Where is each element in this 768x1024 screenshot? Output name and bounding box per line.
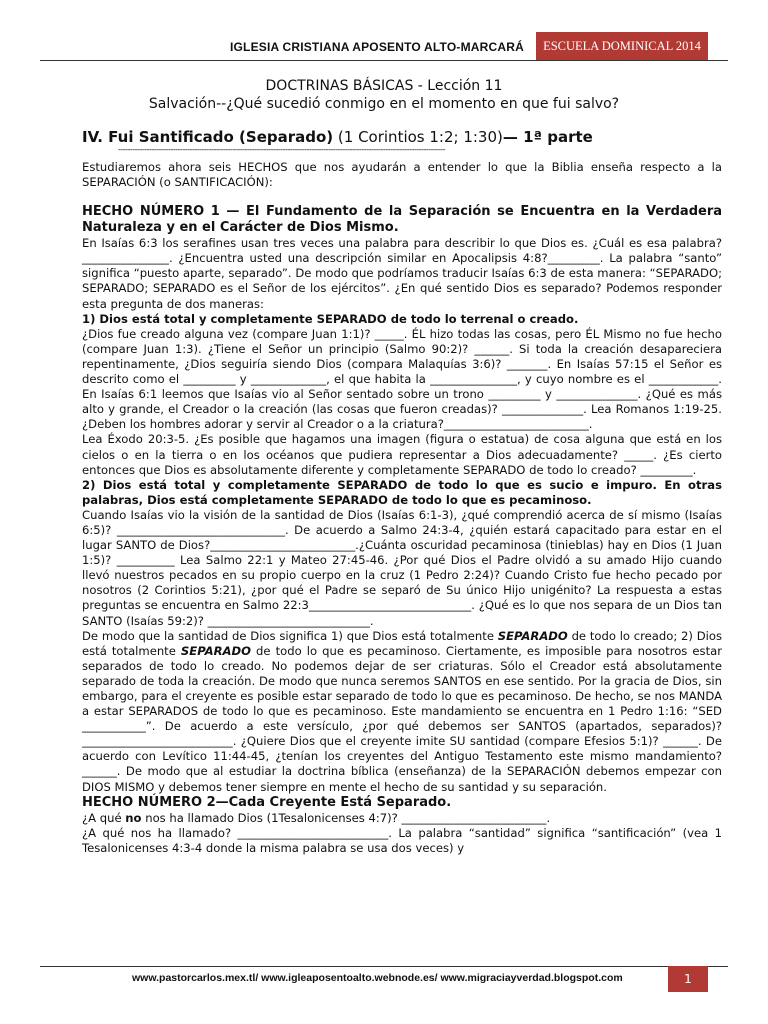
footer-links: www.pastorcarlos.mex.tl/ www.igleaposentoalto.webnode.es/ www.migraciayverdad.blogspot.com (132, 972, 623, 984)
emphasis-separado: SEPARADO (180, 643, 251, 658)
hecho1-subheading-2: 2) Dios está total y completamente SEPARADO de todo lo que es sucio e impuro. En otras palabras, Dios está completamente SEPARADO de todo lo que es pecaminoso. (82, 477, 722, 507)
hecho1-paragraph-1: En Isaías 6:3 los serafines usan tres veces una palabra para describir lo que Dios es. ¿Cuál es esa palabra?_______________. ¿Encuentra usted una descripción similar en Apocalipsis 4:8?_________. La palabra “santo” significa “puesto aparte, separado”. De modo que podríamos traducir Isaías 6:3 de esta manera: “SEPARADO; SEPARADO; SEPARADO es el Señor de los ejércitos”. ¿En qué sentido Dios es separado? Podemos responder esta pregunta de dos maneras: (82, 236, 722, 311)
section-part: — 1ª parte (502, 128, 593, 146)
section-refs: (1 Corintios 1:2; 1:30) (333, 128, 503, 146)
lesson-title: DOCTRINAS BÁSICAS - Lección 11 (265, 78, 503, 94)
lesson-body (82, 160, 722, 856)
church-name: IGLESIA CRISTIANA APOSENTO ALTO-MARCARÁ (229, 40, 524, 54)
hecho2-paragraph-2: ¿A qué nos ha llamado? __________________________. La palabra “santidad” significa “santificación” (vea 1 Tesalonicenses 4:3-4 donde la misma palabra se usa dos veces) y (82, 825, 722, 855)
hecho1-paragraph-5 (82, 629, 722, 795)
footer-divider (40, 966, 728, 967)
text-run: ¿A qué (82, 810, 126, 825)
hecho1-paragraph-2: ¿Dios fue creado alguna vez (compare Juan 1:1)? _____. ÉL hizo todas las cosas, pero ÉL Mismo no fue hecho (compare Juan 1:3). ¿Tiene el Señor un principio (Salmo 90:2)? ______. Si toda la creación desapareciera repentinamente, ¿Dios seguiría siendo Dios (compara Malaquías 3:6)? _______. En Isaías 57:15 el Señor es descrito como el _________ y _____________, el que habita la _______________, y cuyo nombre es el ____________. En Isaías 6:1 leemos que Isaías vio al Señor sentado sobre un trono _________ y ______________. ¿Qué es más alto y grande, el Creador o la creación (las cosas que fueron creadas)? ______________. Lea Romanos 1:19-25. ¿Deben los hombres adorar y servir al Creador o a la criatura?_________________________. (82, 326, 722, 432)
hecho1-subheading-1: 1) Dios está total y completamente SEPARADO de todo lo terrenal o creado. (82, 311, 579, 326)
hecho2-paragraph-1 (82, 811, 722, 826)
page-header (40, 32, 728, 61)
hecho1-paragraph-4: Cuando Isaías vio la visión de la santidad de Dios (Isaías 6:1-3), ¿qué comprendió acerca de sí mismo (Isaías 6:5)? _____________________________. De acuerdo a Salmo 24:3-4, ¿quién estará capacitado para estar en el lugar SANTO de Dios?_________________________.¿Cuánta oscuridad pecaminosa (tinieblas) hay en Dios (1 Juan 1:5)? __________ Lea Salmo 22:1 y Mateo 27:45-46. ¿Por qué Dios el Padre olvidó a su amado Hijo cuando llevó nuestros pecados en su propio cuerpo en la cruz (1 Pedro 2:24)? Cuando Cristo fue hecho pecado por nosotros (2 Corintios 5:21), ¿por qué el Padre se separó de Su único Hijo unigénito? La respuesta a estas preguntas se encuentra en Salmo 22:3____________________________. ¿Qué es lo que nos separa de un Dios tan SANTO (Isaías 59:2)? ____________________________. (82, 507, 722, 628)
hecho1-paragraph-3: Lea Éxodo 20:3-5. ¿Es posible que hagamos una imagen (figura o estatua) de cosa alguna que está en los cielos o en la tierra o en los océanos que pudiera representar a Dios adecuadamente? _____. ¿Es cierto entonces que Dios es absolutamente diferente y completamente SEPARADO de todo lo creado? _________. (82, 432, 722, 477)
section-title: IV. Fui Santificado (Separado) (82, 128, 334, 146)
emphasis-separado: SEPARADO (497, 628, 568, 643)
intro-paragraph: Estudiaremos ahora seis HECHOS que nos ayudarán a entender lo que la Biblia enseña respecto a la SEPARACIÓN (o SANTIFICACIÓN): (82, 160, 722, 190)
page-number: 1 (668, 966, 708, 992)
hecho1-heading: HECHO NÚMERO 1 — El Fundamento de la Separación se Encuentra en la Verdadera Naturaleza y en el Carácter de Dios Mismo. (82, 204, 722, 236)
hecho2-heading: HECHO NÚMERO 2—Cada Creyente Está Separado. (82, 794, 452, 810)
emphasis-no: no (125, 810, 142, 825)
text-run: de todo lo creado; 2) Dios está totalmente (82, 628, 722, 658)
school-badge: ESCUELA DOMINICAL 2014 (536, 32, 708, 60)
lesson-subtitle: Salvación--¿Qué sucedió conmigo en el momento en que fui salvo? (148, 96, 620, 112)
text-run: de todo lo que es pecaminoso. Ciertamente, es imposible para nosotros estar separados de todo lo creado. No podemos dejar de ser criaturas. Sólo el Creador está absolutamente separado de toda la creación. De modo que nunca seremos SANTOS en ese sentido. Por la gracia de Dios, sin embargo, para el creyente es posible estar separado de todo lo que es pecaminoso. De hecho, se nos MANDA a estar SEPARADOS de todo lo que es pecaminoso. Este mandamiento se encuentra en 1 Pedro 1:16: “SED ___________”. De acuerdo a este versículo, ¿por qué debemos ser SANTOS (apartados, separados)? __________________________. ¿Quiere Dios que el creyente imite SU santidad (compare Efesios 5:1)? ______. De acuerdo con Levítico 11:44-45, ¿tenían los creyentes del Antiguo Testamento este mismo mandamiento? ______. De modo que al estudiar la doctrina bíblica (enseñanza) de la SEPARACIÓN debemos empezar con DIOS MISMO y debemos tener siempre en mente el hecho de su santidad y su separación. (82, 643, 722, 794)
divider: ----------------------------------------------------------------------------------------------------------------------------------------- (118, 146, 445, 154)
text-run: De modo que la santidad de Dios significa 1) que Dios está totalmente (82, 628, 498, 643)
text-run: nos ha llamado Dios (1Tesalonicenses 4:7)? _________________________. (141, 810, 551, 825)
section-heading (82, 128, 593, 146)
